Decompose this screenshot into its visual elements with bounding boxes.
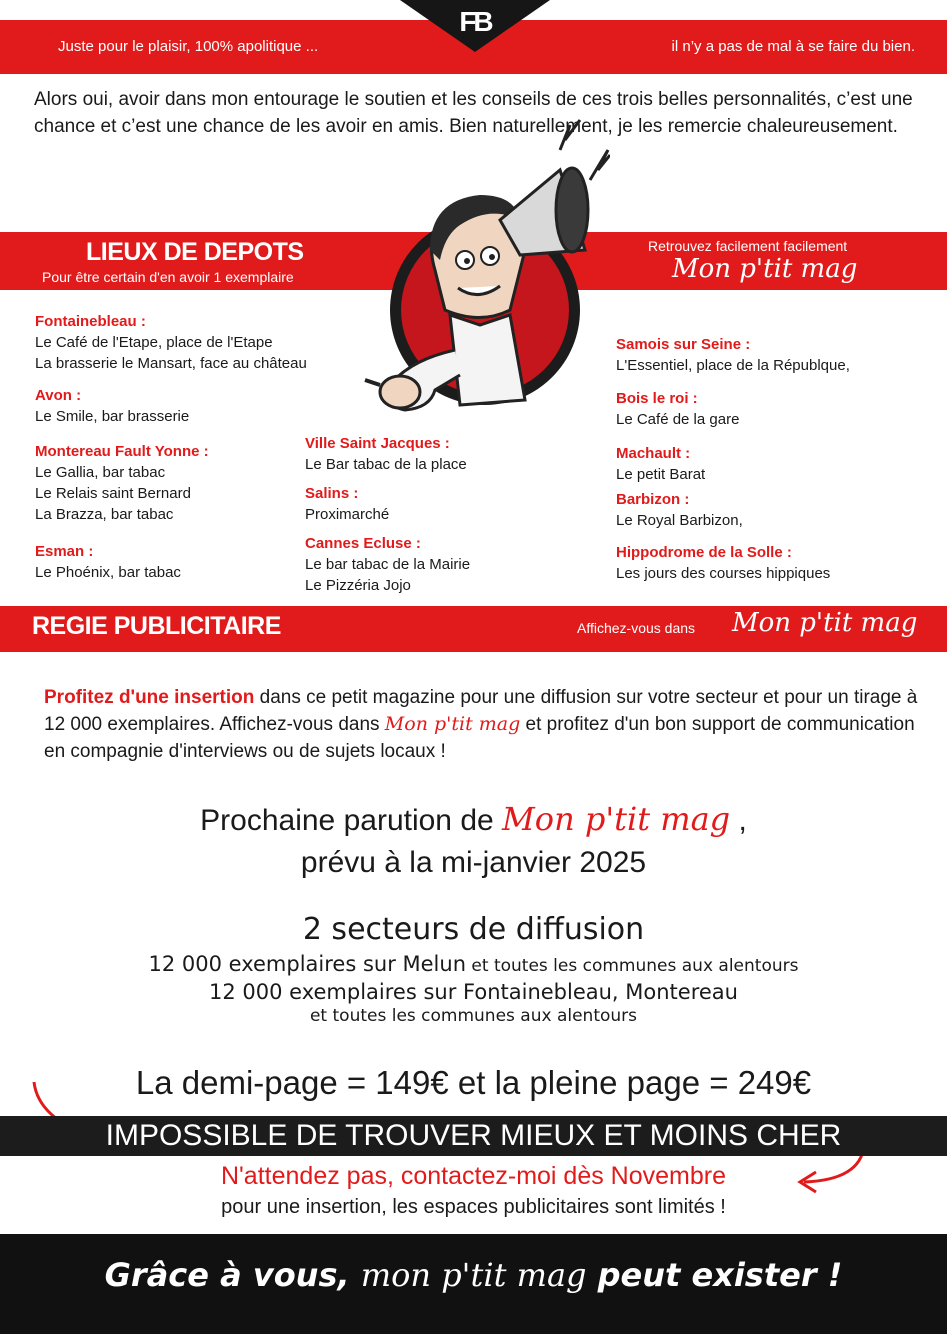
footer-text-part: peut exister ! [586, 1256, 843, 1294]
location-line: Le Royal Barbizon, [616, 512, 743, 529]
insertion-note: pour une insertion, les espaces publicitaires sont limités ! [221, 1196, 726, 1218]
location-salins [305, 483, 389, 525]
location-city: Montereau Fault Yonne : [35, 443, 209, 460]
location-line: Le petit Barat [616, 466, 706, 483]
location-machault [616, 443, 705, 485]
location-ville-saint-jacques [305, 433, 467, 475]
location-city: Ville Saint Jacques : [305, 435, 450, 452]
location-line: Le Café de l'Etape, place de l'Etape [35, 334, 273, 351]
location-samois [616, 334, 850, 376]
location-montereau [35, 441, 209, 525]
location-line: Le bar tabac de la Mairie [305, 556, 471, 573]
secteur-suffix: et toutes les communes aux alentours [309, 1006, 638, 1026]
location-line: Le Smile, bar brasserie [35, 408, 190, 425]
depots-subtitle: Pour être certain d'en avoir 1 exemplaire [42, 269, 294, 285]
location-line: Le Bar tabac de la place [305, 456, 467, 473]
location-city: Machault : [616, 445, 691, 462]
location-city: Hippodrome de la Solle : [616, 544, 792, 561]
location-city: Avon : [35, 387, 82, 404]
tagline-right: il n’y a pas de mal à se faire du bien. [671, 38, 915, 55]
location-line: Les jours des courses hippiques [616, 565, 831, 582]
location-city: Salins : [305, 485, 359, 502]
location-city: Esman : [35, 543, 94, 560]
location-fontainebleau [35, 311, 307, 374]
contact-callout: N'attendez pas, contactez-moi dès Novembre [220, 1162, 727, 1190]
location-bois-le-roi [616, 388, 739, 430]
location-line: Le Pizzéria Jojo [305, 577, 411, 594]
location-cannes-ecluse [305, 533, 470, 596]
location-city: Fontainebleau : [35, 313, 146, 330]
location-line: Le Relais saint Bernard [35, 485, 191, 502]
parution-text: Prochaine parution de [200, 804, 503, 837]
location-hippodrome [616, 542, 830, 584]
location-city: Samois sur Seine : [616, 336, 751, 353]
location-avon [35, 385, 189, 427]
mag-logo-text: Mon p'tit mag [672, 254, 858, 284]
parution-date: prévu à la mi-janvier 2025 [300, 846, 647, 879]
footer-text-part: Grâce à vous, [104, 1256, 361, 1294]
location-line: Le Gallia, bar tabac [35, 464, 166, 481]
footer-mag: mon p'tit mag [360, 1256, 587, 1294]
mag-logo-text: Mon p'tit mag [732, 608, 918, 638]
parution-text: , [730, 804, 747, 837]
secteur-suffix: et toutes les communes aux alentours [466, 956, 799, 976]
depots-title: LIEUX DE DEPOTS [86, 238, 304, 266]
impossible-text: IMPOSSIBLE DE TROUVER MIEUX ET MOINS CHER [105, 1119, 842, 1152]
megaphone-mascot-icon [360, 110, 610, 440]
affichez-text: Affichez-vous dans [577, 620, 696, 636]
profitez-text: dans ce petit magazine pour une diffusion sur votre secteur et pour un tirage à 12 000 exemplaires. Affichez-vous dans [44, 687, 918, 735]
logo: FB [459, 6, 491, 37]
secteur-text: 12 000 exemplaires sur Melun [148, 952, 467, 976]
secteur-fontainebleau: 12 000 exemplaires sur Fontainebleau, Montereau [209, 980, 738, 1004]
profitez-paragraph [44, 684, 924, 765]
location-barbizon [616, 489, 743, 531]
price-line: La demi-page = 149€ et la pleine page = 249€ [135, 1064, 812, 1101]
location-city: Barbizon : [616, 491, 690, 508]
tagline-left: Juste pour le plaisir, 100% apolitique ... [58, 38, 319, 55]
mag-inline: Mon p'tit mag [384, 713, 521, 735]
location-line: La brasserie le Mansart, face au château [35, 355, 307, 372]
secteurs-title: 2 secteurs de diffusion [302, 912, 645, 947]
mag-inline: Mon p'tit mag [502, 800, 731, 838]
footer-slogan [0, 1256, 947, 1294]
location-line: La Brazza, bar tabac [35, 506, 174, 523]
location-city: Bois le roi : [616, 390, 698, 407]
intro-paragraph: Alors oui, avoir dans mon entourage le soutien et les conseils de ces trois belles personnalités, c’est une chance et c’est une chance de les avoir en amis. Bien naturellement, je les remercie chaleureusement. [34, 89, 913, 137]
parution-block [0, 798, 947, 884]
profitez-text: et profitez d'un bon support de communication en compagnie d'interviews ou de sujets locaux ! [44, 714, 915, 762]
location-line: Le Phoénix, bar tabac [35, 564, 181, 581]
location-line: L'Essentiel, place de la Républque, [616, 357, 850, 374]
location-esman [35, 541, 181, 583]
secteur-melun [0, 952, 947, 976]
profitez-lead: Profitez d'une insertion [44, 687, 255, 708]
location-line: Proximarché [305, 506, 390, 523]
regie-title: REGIE PUBLICITAIRE [32, 612, 281, 640]
location-city: Cannes Ecluse : [305, 535, 421, 552]
location-line: Le Café de la gare [616, 411, 740, 428]
retrouvez-text: Retrouvez facilement facilement [648, 238, 848, 254]
